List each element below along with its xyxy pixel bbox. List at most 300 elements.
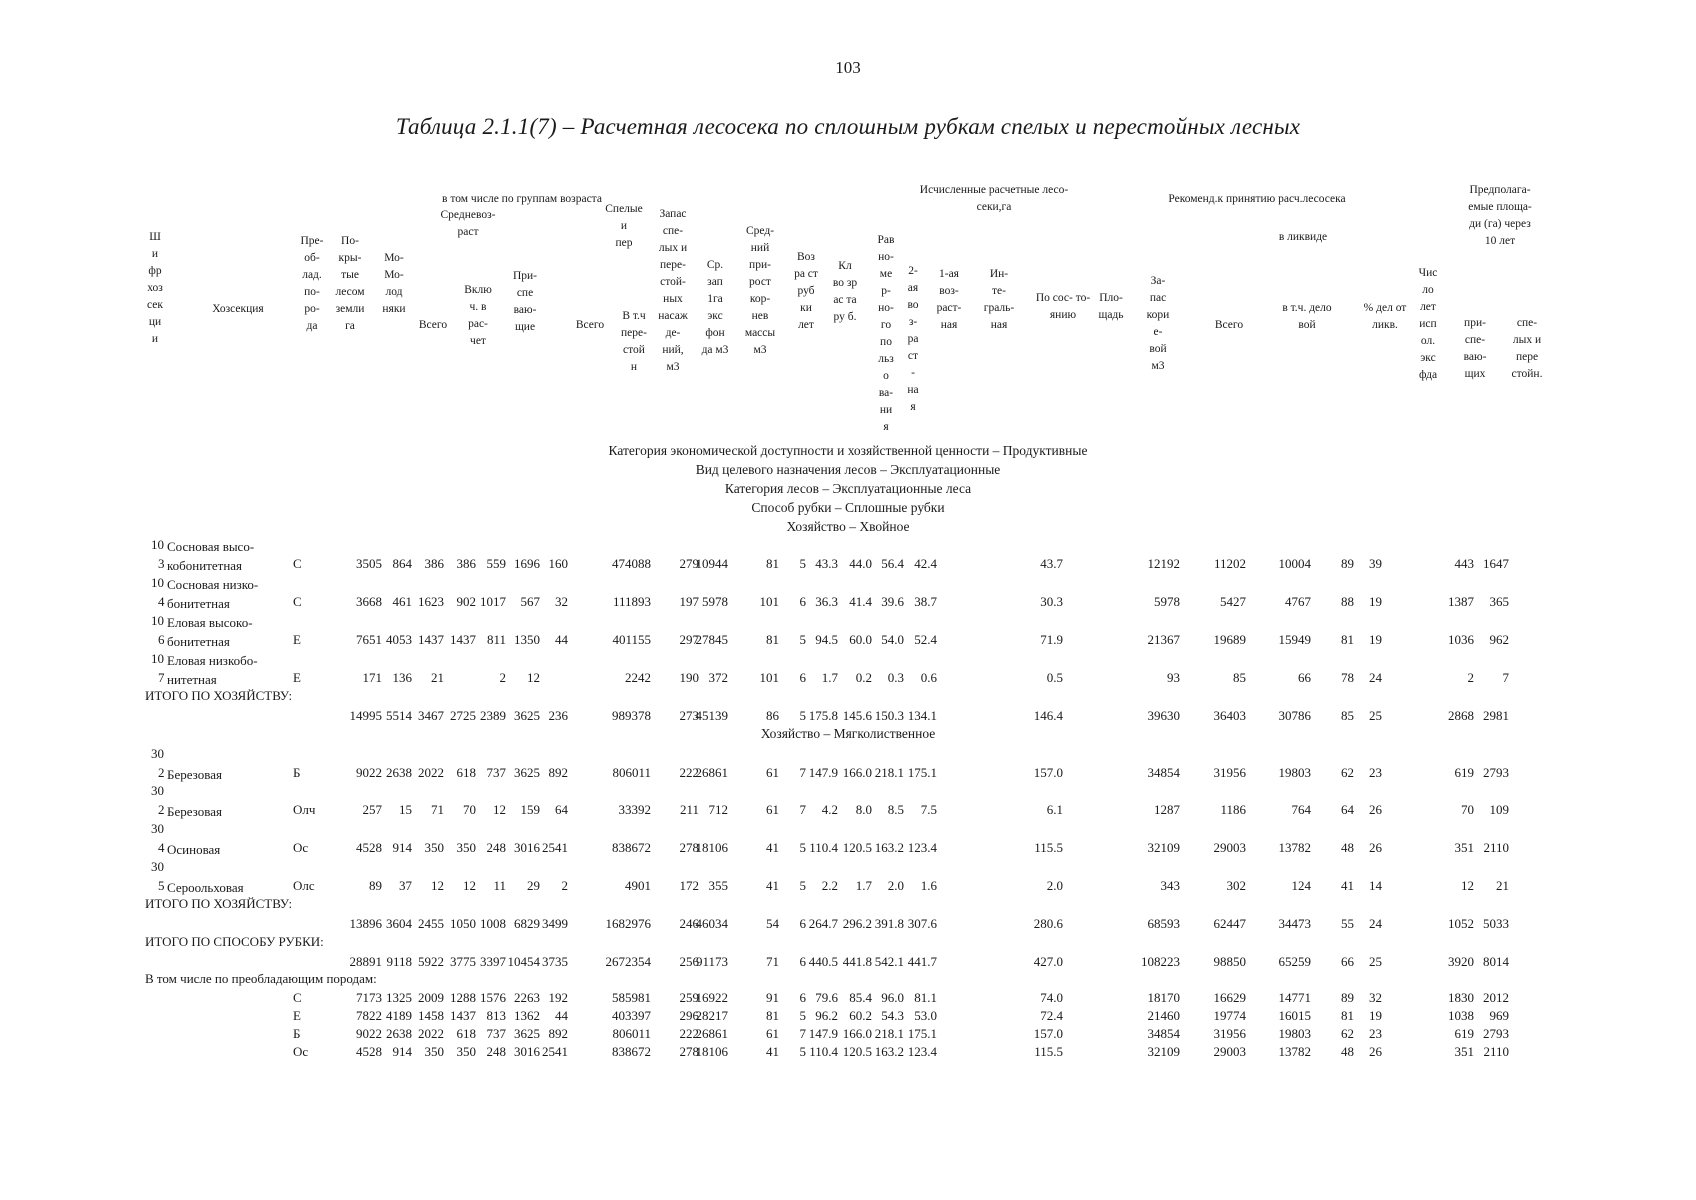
column-header-line: ваю- (513, 304, 537, 316)
table-cell: 3625 (514, 1026, 540, 1041)
table-cell: 248 (486, 840, 506, 855)
table-cell: 91173 (695, 954, 728, 969)
table-cell: 386 (456, 556, 476, 571)
column-header-line: Кл (838, 260, 852, 272)
column-header-line: я (910, 401, 916, 413)
table-cell: 81 (1341, 1008, 1354, 1023)
column-header-line: да (306, 320, 318, 332)
table-cell: 5 (799, 1008, 806, 1023)
table-cell: 64 (1341, 802, 1354, 817)
column-header-line: зап (707, 276, 723, 288)
table-cell: 32 (555, 594, 568, 609)
column-header-line: Чис (1418, 267, 1438, 279)
table-cell: 302 (1226, 878, 1246, 893)
table-cell: 18170 (1147, 990, 1180, 1005)
table-cell: 56.4 (881, 556, 904, 571)
column-header-line: о (883, 370, 889, 382)
table-cell: 6829 (514, 916, 540, 931)
column-header-line: пере- (621, 327, 647, 339)
table-cell: 55 (1341, 916, 1354, 931)
table-cell: 391.8 (874, 916, 904, 931)
page-number: 103 (835, 58, 861, 77)
column-header-line: ни (879, 404, 893, 416)
table-cell: 89 (1341, 556, 1354, 571)
table-cell: 273 (679, 708, 699, 723)
column-header-line: При- (512, 270, 538, 282)
column-header (1028, 290, 1098, 324)
column-header-line: га (345, 320, 355, 332)
section-name: Сосновая низко- (167, 577, 259, 592)
column-header-line: щадь (1098, 309, 1124, 321)
table-cell: 9022 (356, 765, 382, 780)
table-cell: 461 (392, 594, 412, 609)
table-cell: 25 (1369, 708, 1382, 723)
table-cell: 10944 (695, 556, 728, 571)
table-cell: 81 (766, 632, 779, 647)
table-cell: 2 (561, 878, 568, 893)
column-header-line: об- (304, 252, 320, 264)
table-cell: 279 (679, 556, 699, 571)
table-cell: 2.2 (821, 878, 838, 893)
table-cell: 4528 (356, 1044, 382, 1059)
table-cell: 19 (1369, 594, 1382, 609)
table-cell: 19 (1369, 1008, 1382, 1023)
table-cell: 278 (679, 1044, 699, 1059)
column-header (620, 308, 648, 376)
column-header-line: ки (800, 302, 812, 314)
table-cell: 1387 (1448, 594, 1474, 609)
table-cell: 111893 (612, 594, 651, 609)
table-cell: 296.2 (842, 916, 872, 931)
column-header-line: н (630, 361, 638, 373)
species-code: Ос (293, 1044, 309, 1059)
species-code: Б (293, 765, 301, 780)
table-cell: 737 (486, 1026, 506, 1041)
table-cell: 94.5 (815, 632, 838, 647)
group-header: в ликвиде (1278, 231, 1328, 243)
table-cell: 15949 (1278, 632, 1311, 647)
column-header-line: По сос- то- (1035, 292, 1091, 304)
table-cell: 1017 (480, 594, 506, 609)
table-cell: 61 (766, 765, 779, 780)
farm-section-code: 10 (151, 537, 164, 552)
column-header (1270, 300, 1344, 334)
table-cell: 2110 (1483, 1044, 1509, 1059)
table-cell: 7.5 (920, 802, 937, 817)
table-cell: 36.3 (815, 594, 838, 609)
table-cell: 31956 (1213, 765, 1246, 780)
table-cell: 71.9 (1040, 632, 1063, 647)
group-header: Исчисленные расчетные лесо- (919, 184, 1069, 196)
column-header-line: ных (663, 293, 683, 305)
table-cell: 45139 (695, 708, 728, 723)
table-cell: 5 (799, 708, 806, 723)
column-header-line: во зр (832, 277, 858, 289)
table-cell: 96.2 (815, 1008, 838, 1023)
table-cell: 222 (679, 765, 699, 780)
table-cell: 1325 (386, 990, 412, 1005)
species-code: Олч (293, 802, 316, 817)
column-header-line: фда (1418, 369, 1438, 381)
column-header (573, 317, 607, 334)
table-cell: 3735 (542, 954, 568, 969)
table-cell: 98850 (1213, 954, 1246, 969)
column-header-line: ас та (833, 294, 857, 306)
section-name: Сероольховая (167, 880, 244, 895)
table-cell: 134.1 (907, 708, 937, 723)
table-cell: 2793 (1483, 765, 1509, 780)
table-cell: 147.9 (808, 1026, 838, 1041)
table-cell: 3467 (418, 708, 444, 723)
table-cell: 3505 (356, 556, 382, 571)
table-cell: 2022 (418, 1026, 444, 1041)
table-cell: 29003 (1213, 1044, 1246, 1059)
section-caption: Хозяйство – Мягколиственное (760, 726, 936, 741)
table-cell: 61 (766, 1026, 779, 1041)
section-caption: Способ рубки – Сплошные рубки (751, 500, 945, 515)
table-cell: 838672 (612, 1044, 651, 1059)
table-cell: 1038 (1448, 1008, 1474, 1023)
table-cell: 1052 (1448, 916, 1474, 931)
table-cell: 5 (799, 878, 806, 893)
column-header-line: няки (382, 303, 406, 315)
farm-section-code: 30 (151, 821, 164, 836)
column-header (297, 233, 327, 335)
table-cell: 0.2 (855, 670, 872, 685)
table-cell: 147.9 (808, 765, 838, 780)
column-header-line: Пло- (1099, 292, 1123, 304)
table-cell: 62447 (1213, 916, 1246, 931)
table-cell: 197 (679, 594, 699, 609)
table-cell: 21367 (1147, 632, 1180, 647)
table-cell: 52.4 (914, 632, 937, 647)
column-header-line: при- (749, 259, 771, 271)
column-header-line: раст (457, 226, 479, 238)
table-cell: 4767 (1285, 594, 1311, 609)
table-cell: 1186 (1220, 802, 1246, 817)
column-header (1095, 290, 1127, 324)
table-cell: 123.4 (907, 1044, 937, 1059)
table-cell: 34473 (1278, 916, 1311, 931)
table-cell: 175.1 (907, 1026, 937, 1041)
table-cell: 6 (799, 990, 806, 1005)
table-cell: 60.2 (849, 1008, 872, 1023)
column-header-line: руб (797, 285, 815, 297)
table-cell: 403397 (612, 1008, 651, 1023)
column-header-line: ний (750, 242, 770, 254)
farm-section-code: 30 (151, 746, 164, 761)
column-header-line: спе- (1516, 317, 1538, 329)
table-cell: 24 (1369, 916, 1382, 931)
table-cell: 79.6 (815, 990, 838, 1005)
column-header-line: Мо- (384, 252, 404, 264)
species-code: Олс (293, 878, 315, 893)
table-cell: 13782 (1278, 1044, 1311, 1059)
table-cell: 8014 (1483, 954, 1509, 969)
column-header-line: янию (1049, 309, 1077, 321)
table-cell: 440.5 (808, 954, 838, 969)
column-header-line: по (880, 336, 892, 348)
table-cell: 44 (555, 632, 568, 647)
column-header-line: В т.ч (622, 310, 646, 322)
table-cell: 2.0 (887, 878, 904, 893)
column-header-line: лых и (658, 242, 688, 254)
column-header-line: пере- (660, 259, 686, 271)
species-code: Б (293, 1026, 301, 1041)
column-header-line: при- (1464, 317, 1486, 329)
table-cell: 864 (392, 556, 412, 571)
column-header-line: По- (341, 235, 359, 247)
table-cell: 26 (1369, 1044, 1382, 1059)
column-header-line: Ср. (706, 259, 724, 271)
section-name: бонитетная (167, 634, 230, 649)
table-cell: 19689 (1213, 632, 1246, 647)
column-header-line: фр (148, 265, 162, 277)
column-header-line: льз (878, 353, 894, 365)
table-cell: 88 (1341, 594, 1354, 609)
column-header-line: Всего (418, 319, 448, 331)
column-header-line: на (907, 384, 919, 396)
column-header (791, 249, 821, 334)
farm-section-code: 7 (158, 670, 165, 685)
farm-section-code: 30 (151, 783, 164, 798)
table-cell: 2981 (1483, 708, 1509, 723)
farm-section-code: 6 (158, 632, 165, 647)
section-name: нитетная (167, 672, 217, 687)
table-cell: 2009 (418, 990, 444, 1005)
farm-section-code: 3 (158, 556, 165, 571)
table-cell: 39 (1369, 556, 1382, 571)
table-cell: 115.5 (1034, 1044, 1063, 1059)
table-cell: 68593 (1147, 916, 1180, 931)
table-cell: 12 (431, 878, 444, 893)
table-cell: 559 (486, 556, 506, 571)
table-cell: 914 (392, 840, 412, 855)
column-header-line: Спелые и (605, 203, 643, 232)
table-cell: 110.4 (809, 840, 838, 855)
table-cell: 372 (708, 670, 728, 685)
table-cell: 8.5 (887, 802, 904, 817)
column-header-line: ва- (878, 387, 894, 399)
table-cell: 120.5 (842, 840, 872, 855)
table-cell: 29 (527, 878, 540, 893)
species-code: С (293, 990, 302, 1005)
column-header-line: раст- (936, 302, 962, 314)
column-header-line: ая (907, 282, 919, 294)
table-cell: 892 (548, 765, 568, 780)
column-header-line: ол. (1420, 335, 1436, 347)
table-cell: 48 (1341, 1044, 1354, 1059)
table-cell: 18106 (695, 1044, 728, 1059)
column-header (830, 258, 860, 326)
table-cell: 2793 (1483, 1026, 1509, 1041)
column-header-line: нев (751, 310, 769, 322)
table-cell: 1.7 (855, 878, 872, 893)
group-header: Рекоменд.к принятию расч.лесосека (1168, 193, 1346, 205)
table-cell: 1.7 (821, 670, 838, 685)
table-cell: 297 (679, 632, 699, 647)
column-header-line: земли (335, 303, 365, 315)
table-cell: 71 (766, 954, 779, 969)
table-cell: 64 (555, 802, 568, 817)
table-cell: 443 (1454, 556, 1474, 571)
table-cell: 109 (1489, 802, 1509, 817)
table-cell: 712 (708, 802, 728, 817)
table-cell: 27845 (695, 632, 728, 647)
column-header-line: Пре- (300, 235, 324, 247)
table-cell: 1362 (514, 1008, 540, 1023)
table-cell: 6 (799, 916, 806, 931)
group-header: секи,га (976, 201, 1012, 213)
table-cell: 14 (1369, 878, 1382, 893)
farm-section-code: 4 (158, 594, 165, 609)
farm-section-code: 10 (151, 651, 164, 666)
table-cell: 145.6 (842, 708, 872, 723)
column-header-line: Всего (575, 319, 605, 331)
column-header-line: % дел от (1363, 302, 1407, 314)
table-cell: 5033 (1483, 916, 1509, 931)
table-cell: 101 (759, 670, 779, 685)
section-name: Сосновая высо- (167, 539, 255, 554)
column-header-line: я (883, 421, 889, 433)
table-cell: 190 (679, 670, 699, 685)
column-header-line: вой (1298, 319, 1316, 331)
table-cell: 2541 (542, 1044, 568, 1059)
table-cell: 46034 (695, 916, 728, 931)
column-header-line: воз- (939, 285, 959, 297)
table-cell: 43.7 (1040, 556, 1063, 571)
table-cell: 567 (520, 594, 540, 609)
column-header (144, 229, 166, 348)
table-cell: 4189 (386, 1008, 412, 1023)
column-header (876, 232, 896, 436)
table-cell: 307.6 (907, 916, 937, 931)
table-cell: 7 (799, 802, 806, 817)
column-header (1356, 300, 1414, 334)
table-cell: 39.6 (881, 594, 904, 609)
table-cell: 65259 (1278, 954, 1311, 969)
table-cell: 7 (1502, 670, 1509, 685)
column-header-line: м3 (666, 361, 680, 373)
table-cell: 3397 (480, 954, 506, 969)
section-caption: Хозяйство – Хвойное (786, 519, 910, 534)
table-cell: 1437 (450, 632, 476, 647)
table-cell: 7173 (356, 990, 382, 1005)
column-header (1414, 265, 1442, 384)
table-cell: 192 (548, 990, 568, 1005)
column-header-line: кры- (338, 252, 362, 264)
table-cell: 989378 (612, 708, 651, 723)
column-header-line: чет (470, 335, 486, 347)
column-header-line: ме (879, 268, 893, 280)
table-cell: 29003 (1213, 840, 1246, 855)
table-cell: 41 (766, 840, 779, 855)
table-cell: 806011 (612, 765, 651, 780)
table-cell: 32109 (1147, 840, 1180, 855)
column-header (1458, 315, 1492, 383)
table-cell: 136 (392, 670, 412, 685)
group-header: 10 лет (1484, 235, 1516, 247)
table-cell: 41 (1341, 878, 1354, 893)
table-cell: 5978 (702, 594, 728, 609)
table-cell: 23 (1369, 1026, 1382, 1041)
table-cell: 150.3 (874, 708, 904, 723)
column-header-line: во (907, 299, 919, 311)
column-header-line: Ин- (989, 268, 1009, 280)
table-cell: 12 (1461, 878, 1474, 893)
column-header-line: Всего (1214, 319, 1244, 331)
table-cell: 257 (362, 802, 382, 817)
subtotal-label: В том числе по преобладающим породам: (145, 971, 377, 986)
column-header-line: фон (705, 327, 725, 339)
table-cell: 120.5 (842, 1044, 872, 1059)
table-cell: 54.0 (881, 632, 904, 647)
table-cell: 7651 (356, 632, 382, 647)
table-cell: 2638 (386, 1026, 412, 1041)
column-header-line: ст (907, 350, 919, 362)
column-header-line: Рав (877, 234, 895, 246)
table-cell: 41.4 (849, 594, 872, 609)
column-header-line: р- (881, 285, 891, 297)
column-header-line: но- (878, 302, 894, 314)
table-cell: 7 (799, 765, 806, 780)
table-cell: 61 (766, 802, 779, 817)
column-header-line: За- (1150, 275, 1166, 287)
table-cell: 14995 (349, 708, 382, 723)
column-header-line: те- (992, 285, 1006, 297)
table-cell: 1350 (514, 632, 540, 647)
table-cell: 32 (1369, 990, 1382, 1005)
table-cell: 108223 (1141, 954, 1180, 969)
column-header-line: экс (707, 310, 723, 322)
table-cell: 2263 (514, 990, 540, 1005)
table-cell: 6 (799, 670, 806, 685)
table-cell: 401155 (612, 632, 651, 647)
table-cell: 350 (424, 840, 444, 855)
table-cell: 3499 (542, 916, 568, 931)
column-header (1142, 273, 1174, 375)
table-cell: 62 (1341, 765, 1354, 780)
table-cell: 5 (799, 840, 806, 855)
table-cell: 13782 (1278, 840, 1311, 855)
column-header-line: ная (940, 319, 958, 331)
column-header-line: насаж (658, 310, 688, 322)
column-header (193, 301, 283, 318)
table-cell: 3604 (386, 916, 412, 931)
column-header-line: Средневоз- (440, 209, 496, 221)
table-cell: 474088 (612, 556, 651, 571)
table-cell: 0.6 (920, 670, 937, 685)
column-header-line: стой- (660, 276, 686, 288)
table-cell: 175.1 (907, 765, 937, 780)
column-header-line: Мо- (384, 269, 404, 281)
table-cell: 21 (431, 670, 444, 685)
column-header-line: е- (1153, 326, 1163, 338)
table-cell: 365 (1489, 594, 1509, 609)
table-cell: 163.2 (874, 1044, 904, 1059)
table-cell: 2725 (450, 708, 476, 723)
table-cell: 441.7 (907, 954, 937, 969)
farm-section-code: 4 (158, 840, 165, 855)
table-cell: 91 (766, 990, 779, 1005)
column-header-line: но- (878, 251, 894, 263)
group-header: Предполага- (1469, 184, 1531, 196)
column-header-line: Воз (797, 251, 815, 263)
table-cell: 6.1 (1046, 802, 1063, 817)
table-cell: 15 (399, 802, 412, 817)
table-cell: 218.1 (874, 1026, 904, 1041)
table-cell: 914 (392, 1044, 412, 1059)
